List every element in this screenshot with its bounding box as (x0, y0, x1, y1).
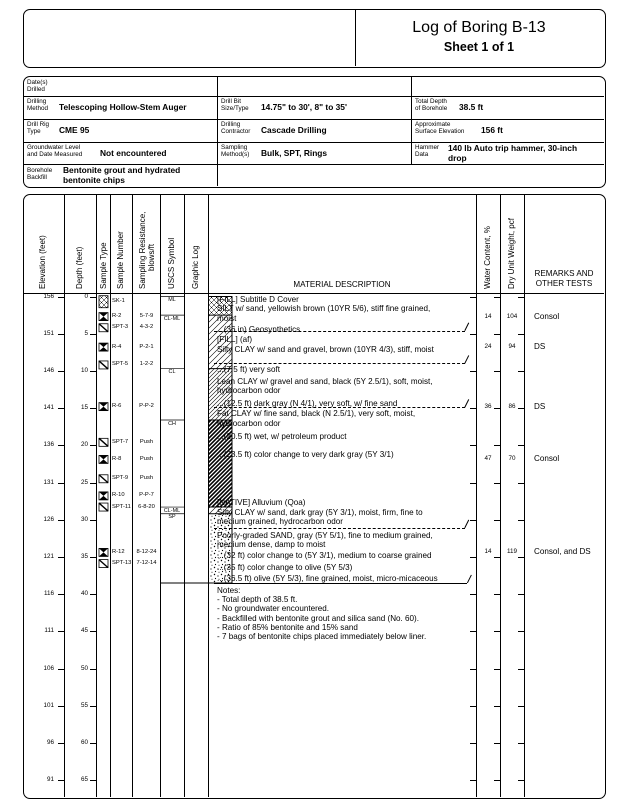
elevation-label: 156 (43, 292, 54, 300)
description-line: [NATIVE] Alluvium (Qoa) (217, 497, 306, 507)
depth-label: 15 (80, 404, 88, 412)
sampling-resistance: P-P-7 (139, 492, 154, 499)
header-material: MATERIAL DESCRIPTION (293, 280, 391, 289)
contact-slash (465, 323, 469, 331)
sampling-resistance: 7-12-14 (136, 560, 157, 567)
water-content-value: 24 (484, 343, 492, 351)
layer-contact-line (214, 528, 465, 529)
contact-slash (465, 520, 469, 528)
groundwater-label: Groundwater Level and Date Measured (27, 144, 83, 159)
description-line: [FILL] (af) (217, 334, 253, 344)
sample-number: R-6 (112, 403, 122, 410)
description-line: medium grained, hydrocarbon odor (217, 517, 343, 527)
remark-value: Consol (534, 311, 560, 321)
layer-contact-line (214, 363, 465, 364)
elevation-label: 116 (43, 590, 54, 598)
layer-contact-line (214, 583, 467, 584)
contact-slash (465, 399, 469, 407)
water-content-value: 14 (484, 548, 492, 556)
ring-sample-icon (99, 455, 108, 463)
depth-label: 50 (80, 664, 88, 672)
depth-label: 10 (80, 366, 88, 374)
uscs-symbol: CH (168, 420, 176, 427)
water-content-value: 47 (484, 455, 492, 463)
water-content-value: 14 (484, 312, 492, 320)
elevation-label: 126 (43, 515, 54, 523)
description-line: ...(12.5 ft) dark gray (N 4/1), very soft, w/ fine sand (217, 398, 398, 408)
sample-number: R-10 (112, 492, 125, 499)
dry-unit-weight-value: 119 (506, 548, 518, 556)
description-line: Lean CLAY w/ gravel and sand, black (5Y 2.5/1), soft, moist, (217, 376, 433, 386)
description-line: Poorly-graded SAND, gray (5Y 5/1), fine to medium grained, (217, 530, 433, 540)
spt-sample-icon (99, 361, 108, 369)
depth-label: 40 (80, 590, 88, 598)
bulk-sample-icon (99, 296, 108, 308)
description-line: Silty CLAY w/ sand and gravel, brown (10YR 4/3), stiff, moist (217, 344, 434, 354)
sampling-resistance: 8-12-24 (136, 548, 157, 555)
note-line: - Backfilled with bentonite grout and silica sand (No. 60). (217, 613, 419, 623)
bit-value: 14.75" to 30', 8" to 35' (261, 102, 347, 112)
header-depth: Depth (feet) (75, 246, 84, 289)
depth-label: 30 (80, 515, 88, 523)
method-label: Drilling Method (27, 98, 49, 113)
layer-contact-line (214, 331, 465, 332)
remark-value: DS (534, 401, 546, 411)
sampling-resistance: Push (139, 438, 154, 445)
contact-slash (467, 575, 471, 583)
log-graphics (24, 195, 604, 797)
sample-number: R-4 (112, 343, 122, 350)
sampling-resistance: Push (139, 475, 154, 482)
header-sample-number: Sample Number (116, 231, 125, 289)
sampling-value: Bulk, SPT, Rings (261, 148, 328, 158)
description-line: SILT w/ sand, yellowish brown (10YR 5/6), stiff fine grained, (217, 304, 431, 314)
ring-sample-icon (99, 548, 108, 556)
sample-number: SPT-11 (112, 503, 131, 510)
remark-value: Consol, and DS (534, 547, 591, 557)
sheet-label: Sheet 1 of 1 (443, 40, 515, 54)
description-line: ...(7.5 ft) very soft (217, 364, 280, 374)
sample-number: SPT-7 (112, 438, 129, 445)
remark-value: DS (534, 342, 546, 352)
description-line: hydrocarbon odor (217, 418, 281, 428)
sampling-resistance: P-P-2 (139, 403, 154, 410)
layer-contact-line (214, 407, 465, 408)
water-content-value: 36 (484, 402, 492, 410)
description-line: moist (217, 314, 237, 324)
total-depth-value: 38.5 ft (459, 102, 484, 112)
log-box (23, 194, 606, 799)
description-line: ...(36 in) Geosynthetics (217, 325, 301, 335)
elevation-label: 101 (43, 701, 54, 709)
sample-number: R-12 (112, 548, 125, 555)
elevation-label: 111 (44, 627, 54, 635)
sample-number: SPT-5 (112, 361, 129, 368)
depth-label: 60 (80, 738, 88, 746)
header-resistance-1: Sampling Resistance, (138, 211, 147, 289)
header-uscs: USCS Symbol (167, 237, 176, 289)
description-line: ...(36.5 ft) olive (5Y 5/3), fine grained, moist, micro-micaceous (217, 574, 438, 584)
remark-value: Consol (534, 454, 560, 464)
info-box (23, 76, 606, 188)
sampling-resistance: 1-2-2 (139, 361, 154, 368)
sample-number: SPT-9 (112, 475, 129, 482)
sampling-resistance: Push (139, 455, 154, 462)
elevation-label: 131 (43, 478, 54, 486)
backfill-value-2: bentonite chips (63, 175, 125, 185)
groundwater-value: Not encountered (100, 148, 167, 158)
elevation-value: 156 ft (481, 125, 503, 135)
description-line: Silty CLAY w/ sand, dark gray (5Y 3/1), moist, firm, fine to (217, 507, 423, 517)
description-line: [FILL] Subtitle D Cover (217, 294, 299, 304)
header-sample-type: Sample Type (99, 242, 108, 289)
depth-label: 65 (80, 776, 88, 784)
sampling-resistance: 4-3-2 (139, 324, 154, 331)
spt-sample-icon (99, 503, 108, 511)
sample-number: SPT-13 (112, 560, 132, 567)
header-water-content: Water Content, % (483, 226, 492, 289)
elevation-label: 136 (43, 441, 54, 449)
sample-number: R-2 (112, 313, 122, 320)
contractor-value: Cascade Drilling (261, 125, 327, 135)
description-line: hydrocarbon odor (217, 386, 281, 396)
header-resistance-2: blows/ft (147, 243, 156, 271)
spt-sample-icon (99, 475, 108, 483)
note-line: - Ratio of 85% bentonite and 15% sand (217, 622, 358, 632)
elevation-label: 146 (43, 366, 54, 374)
depth-label: 25 (80, 478, 88, 486)
description-line: Fat CLAY w/ fine sand, black (N 2.5/1), very soft, moist, (217, 409, 416, 419)
backfill-label: Borehole Backfill (27, 167, 53, 182)
spt-sample-icon (99, 560, 108, 568)
depth-label: 0 (84, 292, 88, 300)
elevation-label: 141 (43, 404, 54, 412)
title-box (23, 9, 606, 68)
method-value: Telescoping Hollow-Stem Auger (59, 102, 187, 112)
header-dry-unit-weight: Dry Unit Weight, pcf (507, 218, 516, 289)
description-line: ...(23.5 ft) color change to very dark gray (5Y 3/1) (217, 450, 394, 460)
header-elevation: Elevation (feet) (38, 235, 47, 289)
depth-label: 35 (80, 552, 88, 560)
sampling-resistance: P-2-1 (139, 343, 154, 350)
sample-number: SPT-3 (112, 324, 129, 331)
uscs-symbol: ML (168, 297, 176, 303)
elevation-label: 91 (46, 776, 54, 784)
dry-unit-weight-value: 94 (508, 343, 516, 351)
depth-label: 45 (80, 627, 88, 635)
header-remarks-1: REMARKS AND (534, 269, 594, 278)
rig-value: CME 95 (59, 125, 90, 135)
dry-unit-weight-value: 86 (508, 402, 516, 410)
sampling-resistance: 5-7-9 (139, 313, 154, 320)
ring-sample-icon (99, 403, 108, 411)
backfill-value-1: Bentonite grout and hydrated (63, 165, 181, 175)
spt-sample-icon (99, 438, 108, 446)
description-line: medium dense, damp to moist (217, 540, 326, 550)
note-line: Notes: (217, 585, 241, 595)
total-depth-label: Total Depth of Borehole (415, 98, 448, 113)
uscs-symbol: CL-ML (163, 315, 181, 322)
date-label: Date(s) Drilled (27, 79, 48, 94)
note-line: - Total depth of 38.5 ft. (217, 595, 298, 605)
header-graphic-log: Graphic Log (191, 245, 200, 289)
boring-title: Log of Boring B-13 (412, 19, 546, 36)
sampling-resistance: 6-8-20 (138, 503, 155, 510)
description-line: ...(20.5 ft) wet, w/ petroleum product (217, 432, 347, 442)
header-remarks-2: OTHER TESTS (535, 279, 593, 288)
uscs-symbol: CL-ML (163, 507, 181, 514)
elevation-label: 151 (43, 329, 54, 337)
contact-slash (465, 355, 469, 363)
depth-label: 20 (80, 441, 88, 449)
note-line: - 7 bags of bentonite chips placed immediately below liner. (217, 631, 427, 641)
sample-number: SK-1 (112, 298, 125, 305)
dry-unit-weight-value: 104 (506, 312, 518, 320)
hammer-value-2: drop (448, 153, 467, 163)
description-line: ...(35 ft) color change to olive (5Y 5/3) (217, 563, 353, 573)
depth-label: 5 (84, 329, 88, 337)
ring-sample-icon (99, 343, 108, 351)
elevation-label: 121 (43, 552, 54, 560)
depth-label: 55 (80, 701, 88, 709)
elevation-label: Approximate Surface Elevation (415, 121, 465, 136)
uscs-symbol: CL (168, 369, 176, 376)
ring-sample-icon (99, 313, 108, 321)
uscs-symbol: SP (168, 514, 176, 521)
elevation-label: 106 (43, 664, 54, 672)
rig-label: Drill Rig Type (27, 121, 50, 136)
hammer-label: Hammer Data (415, 144, 440, 159)
sampling-label: Sampling Method(s) (221, 144, 250, 159)
elevation-label: 96 (46, 738, 54, 746)
ring-sample-icon (99, 492, 108, 500)
spt-sample-icon (99, 324, 108, 332)
dry-unit-weight-value: 70 (508, 455, 516, 463)
hammer-value-1: 140 lb Auto trip hammer, 30-inch (448, 143, 578, 153)
note-line: - No groundwater encountered. (217, 604, 330, 614)
description-line: ...(32 ft) color change to (5Y 3/1), medium to coarse grained (217, 551, 432, 561)
bit-label: Drill Bit Size/Type (221, 98, 249, 113)
sample-number: R-8 (112, 455, 122, 462)
contractor-label: Drilling Contractor (221, 121, 251, 136)
